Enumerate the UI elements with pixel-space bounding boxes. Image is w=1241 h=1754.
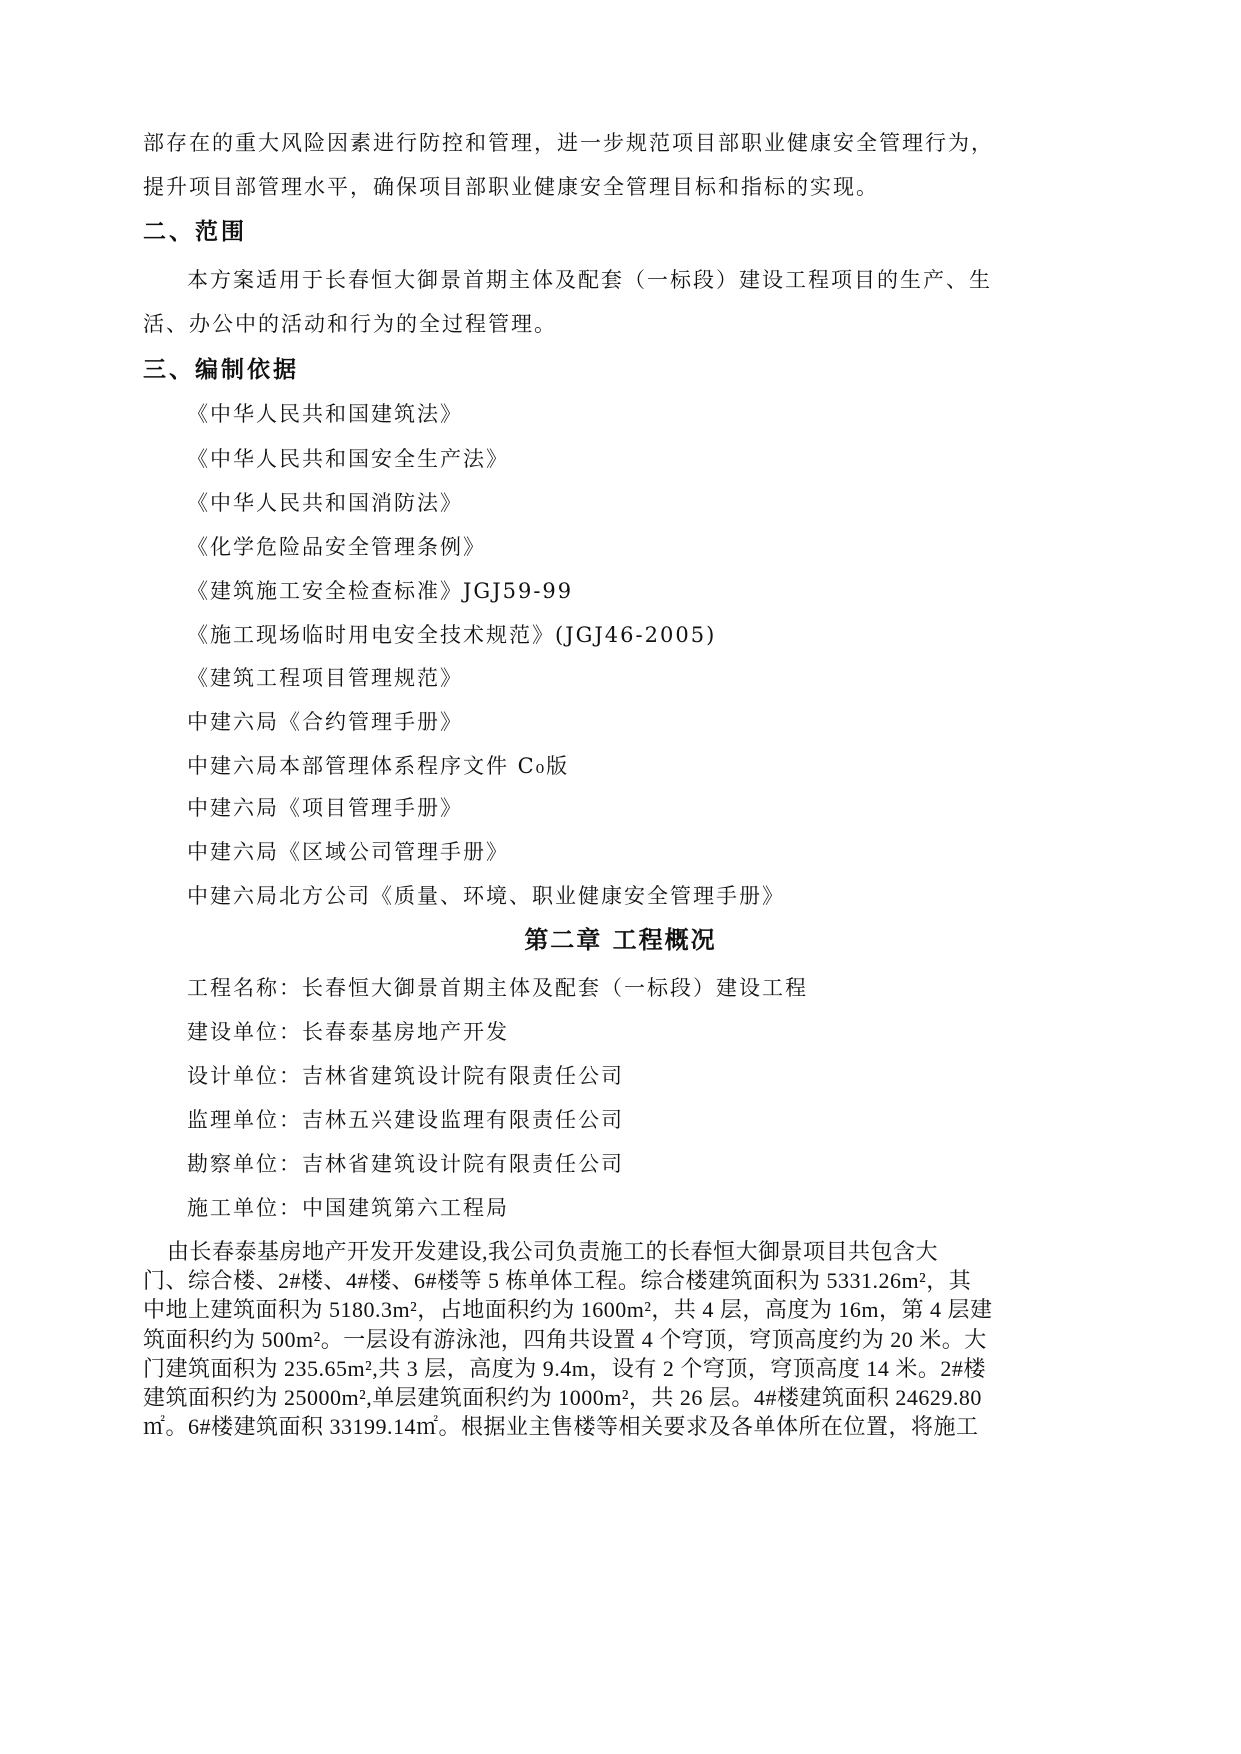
intro-line: 提升项目部管理水平，确保项目部职业健康安全管理目标和指标的实现。 xyxy=(143,175,879,199)
section-heading-basis: 三、编制依据 xyxy=(143,356,299,383)
project-info-line: 工程名称：长春恒大御景首期主体及配套（一标段）建设工程 xyxy=(187,976,808,1000)
basis-item: 中建六局《区域公司管理手册》 xyxy=(187,840,509,864)
project-info-line: 设计单位：吉林省建筑设计院有限责任公司 xyxy=(187,1064,624,1088)
intro-line: 部存在的重大风险因素进行防控和管理，进一步规范项目部职业健康安全管理行为， xyxy=(143,131,994,155)
basis-item: 中建六局北方公司《质量、环境、职业健康安全管理手册》 xyxy=(187,884,785,908)
project-info-line: 监理单位：吉林五兴建设监理有限责任公司 xyxy=(187,1108,624,1132)
section-heading-scope: 二、范围 xyxy=(143,218,247,245)
overview-paragraph-line: 建筑面积约为 25000m²,单层建筑面积约为 1000m²，共 26 层。4#楼建筑面积 24629.80 xyxy=(143,1385,982,1410)
basis-item: 中建六局《项目管理手册》 xyxy=(187,796,463,820)
overview-paragraph-line: 中地上建筑面积为 5180.3m²，占地面积约为 1600m²，共 4 层，高度为 16m，第 4 层建 xyxy=(143,1297,993,1322)
basis-item: 《中华人民共和国建筑法》 xyxy=(187,402,463,426)
chapter-title: 第二章 工程概况 xyxy=(524,925,717,954)
basis-item: 《中华人民共和国安全生产法》 xyxy=(187,447,509,471)
overview-paragraph-line: 由长春泰基房地产开发开发建设,我公司负责施工的长春恒大御景项目共包含大 xyxy=(143,1239,939,1264)
overview-paragraph-line: 门建筑面积为 235.65m²,共 3 层，高度为 9.4m，设有 2 个穹顶，穹顶高度 14 米。2#楼 xyxy=(143,1356,986,1381)
basis-item: 《建筑施工安全检查标准》JGJ59-99 xyxy=(187,579,574,603)
basis-item: 《化学危险品安全管理条例》 xyxy=(187,535,486,559)
project-info-line: 施工单位：中国建筑第六工程局 xyxy=(187,1196,509,1220)
project-info-line: 勘察单位：吉林省建筑设计院有限责任公司 xyxy=(187,1152,624,1176)
overview-paragraph-line: ㎡。6#楼建筑面积 33199.14㎡。根据业主售楼等相关要求及各单体所在位置，将施工 xyxy=(143,1414,979,1439)
scope-line: 本方案适用于长春恒大御景首期主体及配套（一标段）建设工程项目的生产、生 xyxy=(187,268,992,292)
basis-item: 《建筑工程项目管理规范》 xyxy=(187,666,463,690)
basis-item: 《中华人民共和国消防法》 xyxy=(187,491,463,515)
overview-paragraph-line: 门、综合楼、2#楼、4#楼、6#楼等 5 栋单体工程。综合楼建筑面积为 5331.26m²，其 xyxy=(143,1268,972,1293)
scope-line: 活、办公中的活动和行为的全过程管理。 xyxy=(143,312,557,336)
project-info-line: 建设单位：长春泰基房地产开发 xyxy=(187,1020,509,1044)
overview-paragraph-line: 筑面积约为 500m²。一层设有游泳池，四角共设置 4 个穹顶，穹顶高度约为 20 米。大 xyxy=(143,1327,987,1352)
basis-item: 《施工现场临时用电安全技术规范》(JGJ46-2005) xyxy=(187,623,717,647)
basis-item: 中建六局本部管理体系程序文件 C₀版 xyxy=(187,754,570,778)
basis-item: 中建六局《合约管理手册》 xyxy=(187,710,463,734)
